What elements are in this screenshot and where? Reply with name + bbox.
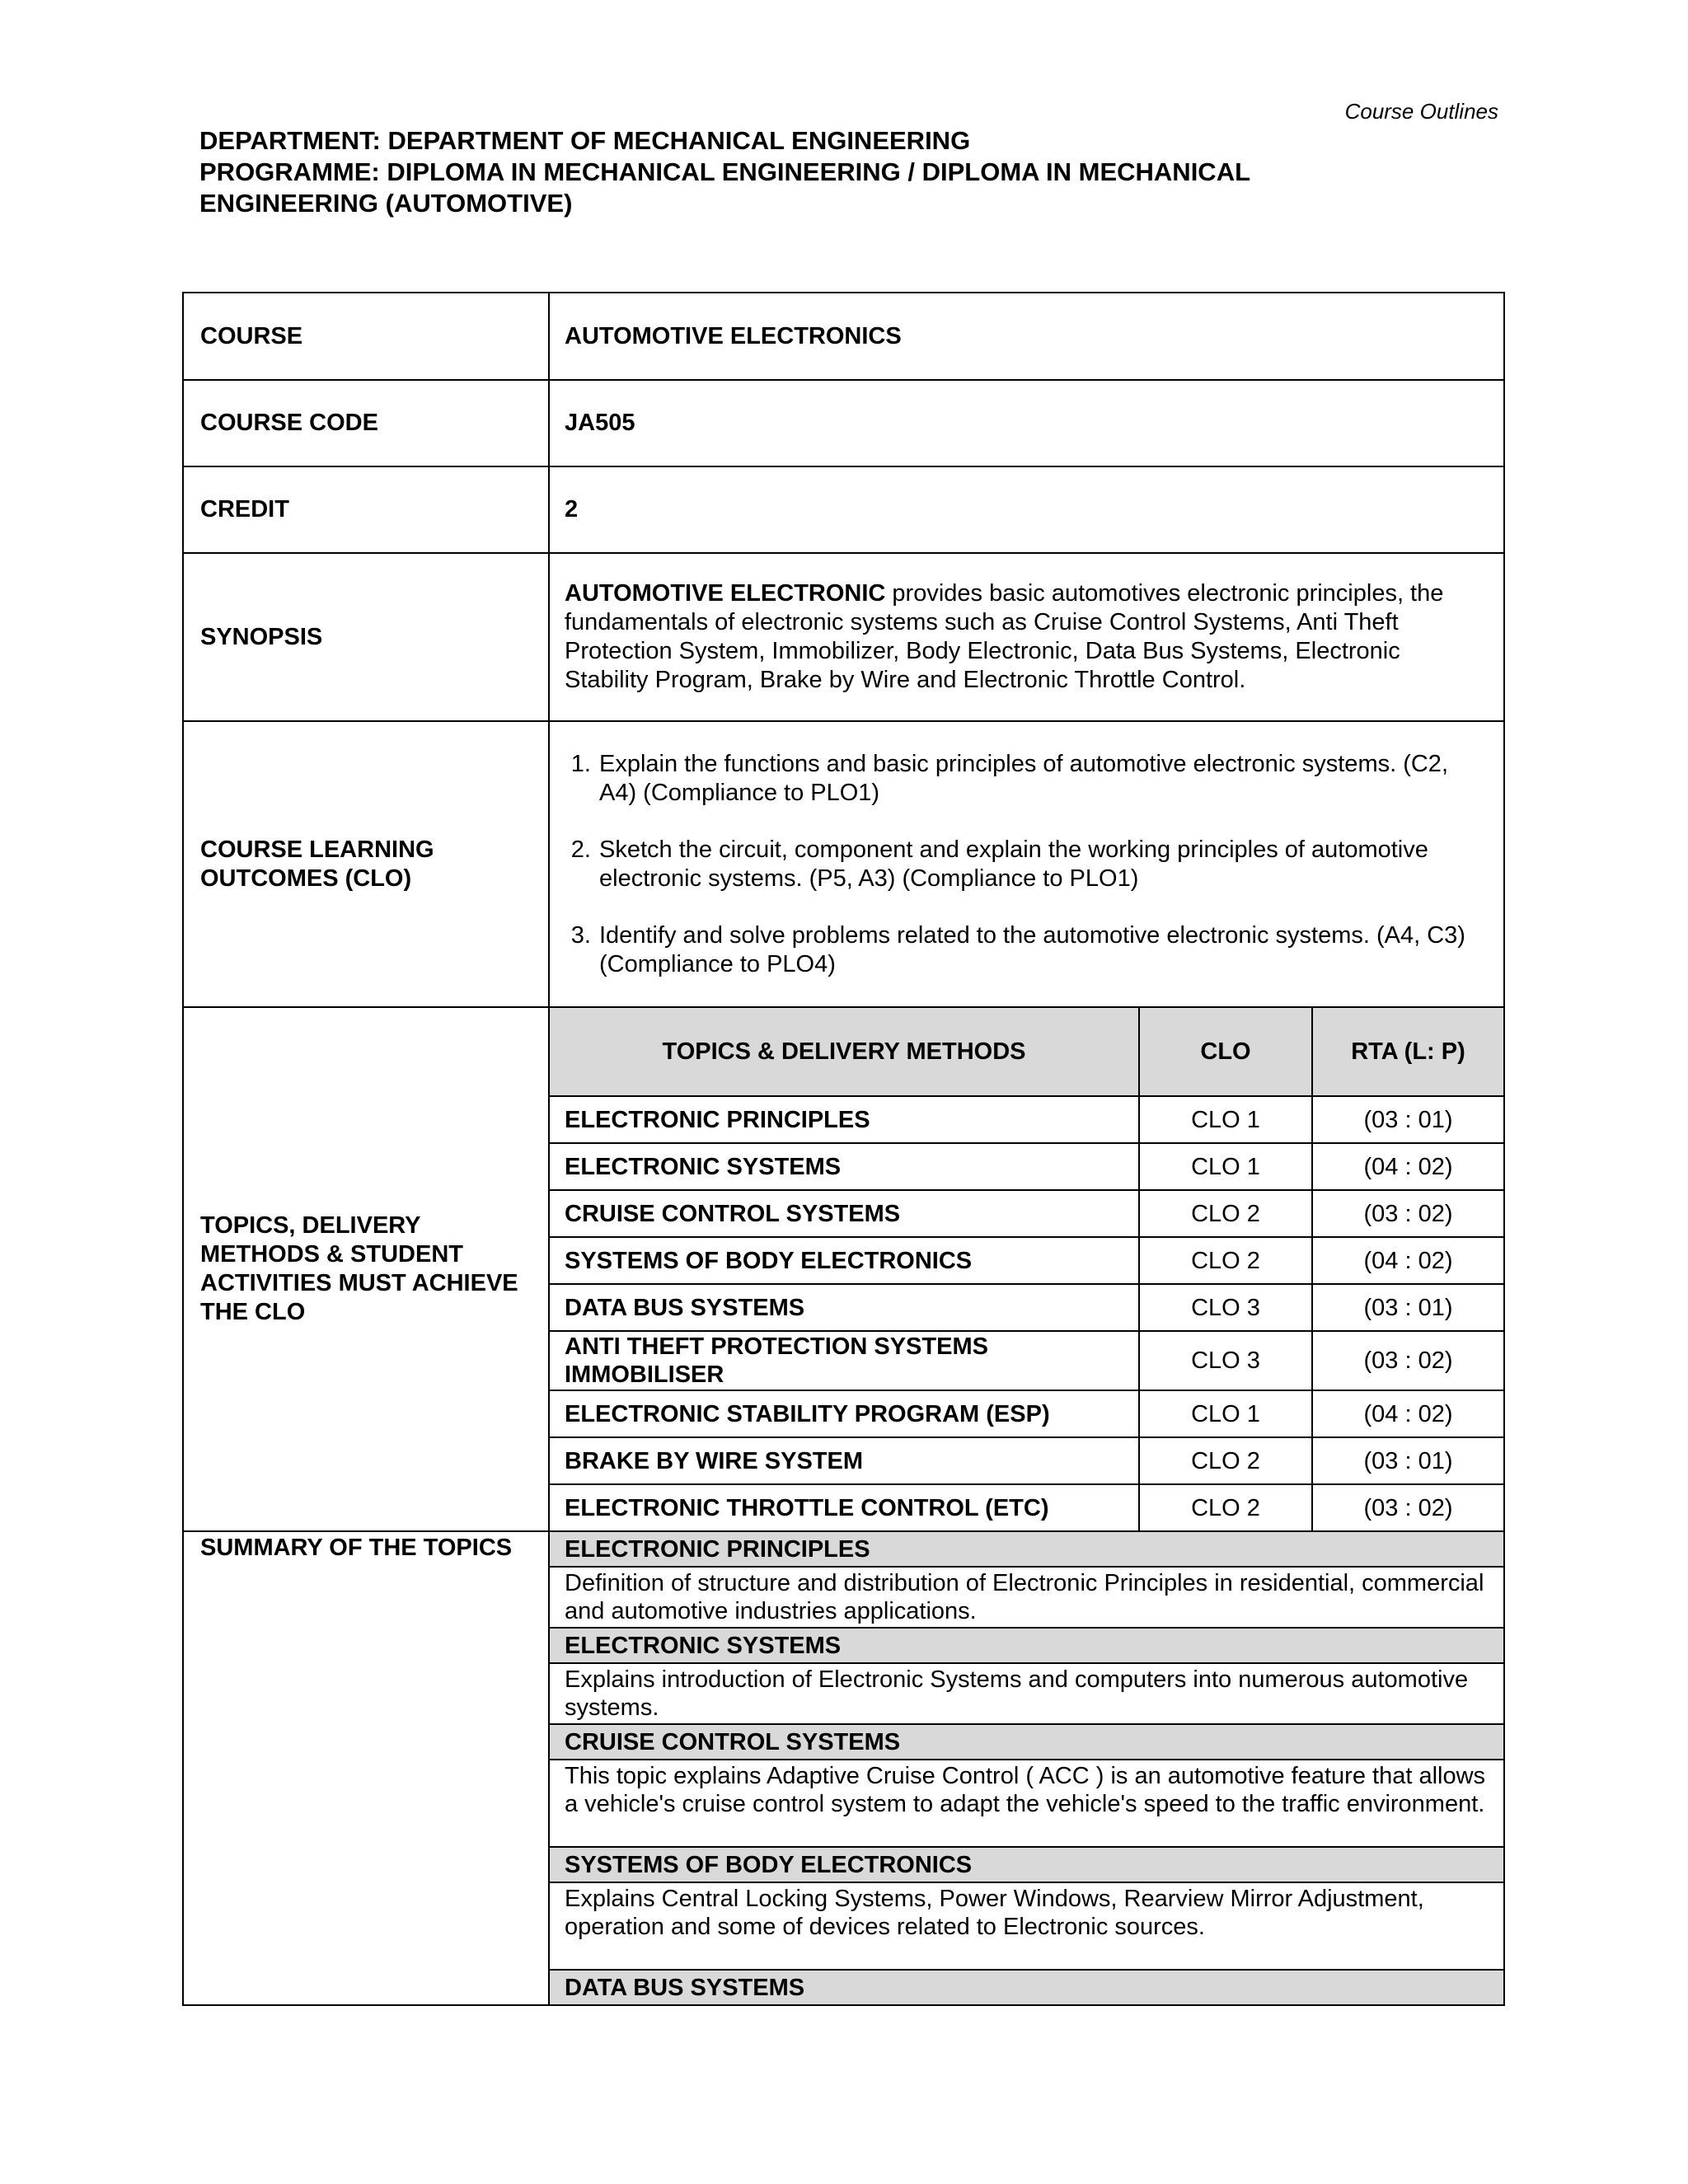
clo-item-2: 2. Sketch the circuit, component and explain the working principles of automotive electronic systems. (P5, A3) (Compliance to PLO1) [598,836,1485,893]
clo-list [565,750,1485,979]
summary-topic-title: CRUISE CONTROL SYSTEMS [550,1724,1503,1760]
summary-topic-text: This topic explains Adaptive Cruise Control ( ACC ) is an automotive feature that allows a vehicle's cruise control system to adapt the vehicle's speed to the traffic environment. [550,1760,1503,1847]
course-outline-table [182,292,1505,2006]
topics-cell [549,1007,1504,1531]
table-row [550,1143,1503,1190]
page-label: Course Outlines [1344,99,1498,124]
table-row [550,1096,1503,1143]
table-row [550,1284,1503,1331]
topic-rta: (03 : 02) [1312,1484,1503,1530]
clo-value [549,721,1504,1007]
clo-row [183,721,1504,1007]
programme-heading-line2: ENGINEERING (AUTOMOTIVE) [199,189,573,218]
topic-name: CRUISE CONTROL SYSTEMS [550,1190,1139,1237]
topic-name: ELECTRONIC STABILITY PROGRAM (ESP) [550,1390,1139,1437]
synopsis-row [183,553,1504,721]
summary-cell [549,1531,1504,2005]
topic-rta: (03 : 02) [1312,1331,1503,1390]
table-row [550,1237,1503,1284]
summary-table [550,1532,1503,2004]
topic-clo: CLO 1 [1139,1143,1312,1190]
topic-rta: (03 : 01) [1312,1437,1503,1484]
topic-name: SYSTEMS OF BODY ELECTRONICS [550,1237,1139,1284]
table-row [550,1190,1503,1237]
topic-clo: CLO 1 [1139,1096,1312,1143]
topic-clo: CLO 3 [1139,1284,1312,1331]
topic-name: DATA BUS SYSTEMS [550,1284,1139,1331]
department-heading: DEPARTMENT: DEPARTMENT OF MECHANICAL ENGINEERING [199,126,971,155]
summary-row [183,1531,1504,2005]
synopsis-lead: AUTOMOTIVE ELECTRONIC [565,580,886,607]
credit-label: CREDIT [183,466,549,553]
topic-clo: CLO 1 [1139,1390,1312,1437]
topic-name: ANTI THEFT PROTECTION SYSTEMS IMMOBILISER [550,1331,1139,1390]
summary-topic-text: Explains Central Locking Systems, Power Windows, Rearview Mirror Adjustment, operation and some of devices related to Electronic sources. [550,1882,1503,1970]
course-code-value: JA505 [549,380,1504,466]
credit-row [183,466,1504,553]
summary-label: SUMMARY OF THE TOPICS [183,1531,549,2005]
table-row [550,1484,1503,1530]
synopsis-text [565,580,1443,693]
summary-topic-title: DATA BUS SYSTEMS [550,1970,1503,2004]
topic-clo: CLO 2 [1139,1484,1312,1530]
topic-clo: CLO 2 [1139,1190,1312,1237]
document-header [199,125,1485,219]
topics-header-row [550,1008,1503,1096]
topic-rta: (03 : 01) [1312,1284,1503,1331]
topics-header-rta: RTA (L: P) [1312,1008,1503,1096]
topics-row [183,1007,1504,1531]
topic-rta: (04 : 02) [1312,1237,1503,1284]
course-value: AUTOMOTIVE ELECTRONICS [549,293,1504,380]
programme-heading-line1: PROGRAMME: DIPLOMA IN MECHANICAL ENGINEERING / DIPLOMA IN MECHANICAL [199,157,1251,186]
course-code-label: COURSE CODE [183,380,549,466]
topic-name: ELECTRONIC PRINCIPLES [550,1096,1139,1143]
topics-header-clo: CLO [1139,1008,1312,1096]
topics-table [550,1008,1503,1530]
topic-clo: CLO 2 [1139,1237,1312,1284]
clo-item-3: 3. Identify and solve problems related to the automotive electronic systems. (A4, C3) (Compliance to PLO4) [598,921,1485,979]
topic-name: ELECTRONIC SYSTEMS [550,1143,1139,1190]
course-label: COURSE [183,293,549,380]
summary-topic-title: SYSTEMS OF BODY ELECTRONICS [550,1847,1503,1882]
summary-topic-title: ELECTRONIC PRINCIPLES [550,1532,1503,1567]
topic-clo: CLO 3 [1139,1331,1312,1390]
clo-label: COURSE LEARNING OUTCOMES (CLO) [183,721,549,1007]
course-row [183,293,1504,380]
topic-rta: (03 : 01) [1312,1096,1503,1143]
topic-rta: (04 : 02) [1312,1143,1503,1190]
topic-rta: (03 : 02) [1312,1190,1503,1237]
synopsis-value [549,553,1504,721]
credit-value: 2 [549,466,1504,553]
synopsis-body: provides basic automotives electronic principles, the fundamentals of electronic systems such as Cruise Control Systems, Anti Theft Protection System, Immobilizer, Body Electronic, Data Bus Systems, Electronic Stability Program, Brake by Wire and Electronic Throttle Control. [565,580,1444,693]
course-code-row [183,380,1504,466]
summary-topic-text: Definition of structure and distribution of Electronic Principles in residential, commercial and automotive industries applications. [550,1567,1503,1628]
topic-name: BRAKE BY WIRE SYSTEM [550,1437,1139,1484]
topic-name: ELECTRONIC THROTTLE CONTROL (ETC) [550,1484,1139,1530]
summary-topic-text: Explains introduction of Electronic Systems and computers into numerous automotive systems. [550,1663,1503,1724]
topics-header-topic: TOPICS & DELIVERY METHODS [550,1008,1139,1096]
table-row [550,1437,1503,1484]
synopsis-label: SYNOPSIS [183,553,549,721]
topic-clo: CLO 2 [1139,1437,1312,1484]
clo-item-1: 1. Explain the functions and basic principles of automotive electronic systems. (C2, A4) (Compliance to PLO1) [598,750,1485,808]
topics-label: TOPICS, DELIVERY METHODS & STUDENT ACTIVITIES MUST ACHIEVE THE CLO [183,1007,549,1531]
table-row [550,1390,1503,1437]
topic-rta: (04 : 02) [1312,1390,1503,1437]
summary-topic-title: ELECTRONIC SYSTEMS [550,1628,1503,1663]
table-row [550,1331,1503,1390]
